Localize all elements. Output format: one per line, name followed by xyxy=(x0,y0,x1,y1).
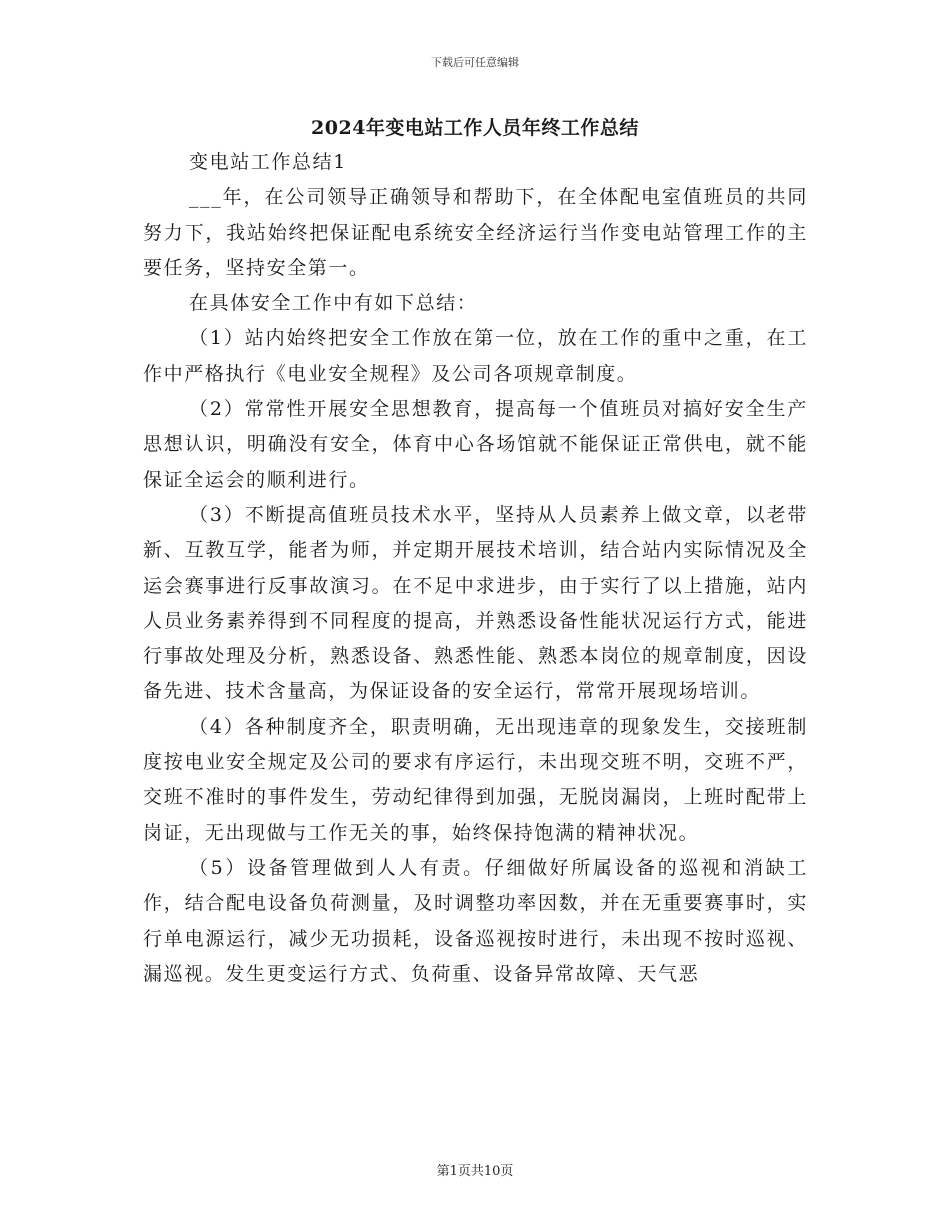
paragraph: ___年，在公司领导正确领导和帮助下，在全体配电室值班员的共同努力下，我站始终把保证配电系统安全经济运行当作变电站管理工作的主要任务，坚持安全第一。 xyxy=(143,186,808,279)
document-title: 2024年变电站工作人员年终工作总结 xyxy=(311,117,639,139)
paragraph: （3）不断提高值班员技术水平，坚持从人员素养上做文章，以老带新、互教互学，能者为师，并定期开展技术培训，结合站内实际情况及全运会赛事进行反事故演习。在不足中求进步，由于实行了以上措施，站内人员业务素养得到不同程度的提高，并熟悉设备性能状况运行方式，能进行事故处理及分析，熟悉设备、熟悉性能、熟悉本岗位的规章制度，因设备先进、技术含量高，为保证设备的安全运行，常常开展现场培训。 xyxy=(143,503,808,703)
section-heading: 变电站工作总结1 xyxy=(189,151,347,173)
paragraph: （4）各种制度齐全，职责明确，无出现违章的现象发生，交接班制度按电业安全规定及公司的要求有序运行，未出现交班不明，交班不严，交班不准时的事件发生，劳动纪律得到加强，无脱岗漏岗，上班时配带上岗证，无出现做与工作无关的事，始终保持饱满的精神状况。 xyxy=(143,715,808,844)
paragraph: （5）设备管理做到人人有责。仔细做好所属设备的巡视和消缺工作，结合配电设备负荷测量，及时调整功率因数，并在无重要赛事时，实行单电源运行，减少无功损耗，设备巡视按时进行，未出现不按时巡视、漏巡视。发生更变运行方式、负荷重、设备异常故障、天气恶 xyxy=(143,856,808,985)
header-note: 下载后可任意编辑 xyxy=(431,56,519,69)
paragraph: 在具体安全工作中有如下总结： xyxy=(189,292,478,315)
page-number: 第1页共10页 xyxy=(436,1164,514,1179)
paragraph: （2）常常性开展安全思想教育，提高每一个值班员对搞好安全生产思想认识，明确没有安全，体育中心各场馆就不能保证正常供电，就不能保证全运会的顺利进行。 xyxy=(143,398,808,491)
document-body xyxy=(143,145,808,992)
paragraph: （1）站内始终把安全工作放在第一位，放在工作的重中之重，在工作中严格执行《电业安全规程》及公司各项规章制度。 xyxy=(143,327,808,385)
